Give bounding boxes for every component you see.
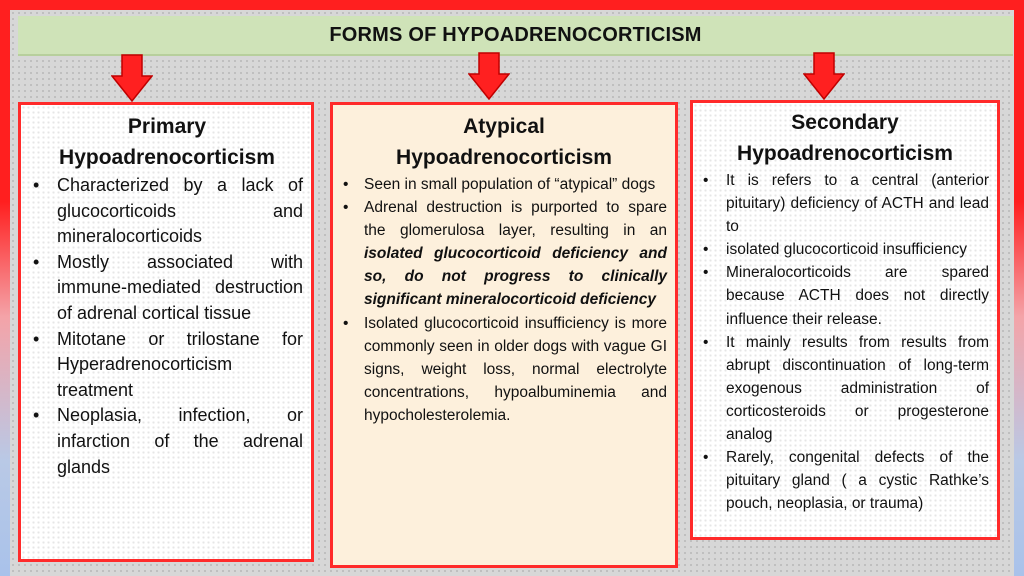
primary-box: [18, 102, 314, 562]
list-item: • Mineralocorticoids are spared because ACTH does not directly influence their release.: [701, 261, 989, 330]
emphasis-text: isolated glucocorticoid deficiency and so, do not progress to clinically significant mineralocorticoid deficiency: [364, 245, 667, 309]
atypical-heading: [341, 111, 667, 173]
secondary-heading: [701, 107, 989, 169]
secondary-box: [690, 100, 1000, 540]
secondary-heading-line1: Secondary: [791, 111, 899, 134]
list-item: • Neoplasia, infection, or infarction of the adrenal glands: [31, 403, 303, 480]
list-item: [341, 196, 667, 311]
secondary-heading-line2: Hypoadrenocorticism: [737, 142, 953, 165]
list-item: • It mainly results from results from abrupt discontinuation of long-term exogenous administration of corticosteroids or progesterone analog: [701, 331, 989, 446]
primary-heading-line1: Primary: [127, 115, 207, 138]
secondary-list: [701, 169, 989, 515]
atypical-heading-line2: Hypoadrenocorticism: [396, 146, 612, 169]
list-item: • Mostly associated with immune-mediated destruction of adrenal cortical tissue: [31, 250, 303, 327]
list-item: • Characterized by a lack of glucocorticoids and mineralocorticoids: [31, 173, 303, 250]
list-item: • Isolated glucocorticoid insufficiency is more commonly seen in older dogs with vague GI signs, weight loss, normal electrolyte concentrations, hypoalbuminemia and hypocholesterolemia.: [341, 312, 667, 427]
list-item: • isolated glucocorticoid insufficiency: [701, 238, 989, 261]
title-banner: [18, 16, 1013, 56]
list-item: • Mitotane or trilostane for Hyperadrenocorticism treatment: [31, 327, 303, 404]
atypical-heading-line1: Atypical: [463, 115, 545, 138]
atypical-box: [330, 102, 678, 568]
primary-list: [31, 173, 303, 480]
list-item: • It is refers to a central (anterior pituitary) deficiency of ACTH and lead to: [701, 169, 989, 238]
down-arrow-icon-center: [468, 52, 510, 100]
primary-heading-line2: Hypoadrenocorticism: [59, 146, 275, 169]
list-item: • Rarely, congenital defects of the pituitary gland ( a cystic Rathke’s pouch, neoplasia, or trauma): [701, 446, 989, 515]
atypical-list: [341, 173, 667, 427]
primary-heading: [31, 111, 303, 173]
down-arrow-icon-left: [111, 54, 153, 102]
bullet-text: Adrenal destruction is purported to spare the glomerulosa layer, resulting in an: [364, 199, 667, 240]
page-title: FORMS OF HYPOADRENOCORTICISM: [329, 23, 702, 46]
down-arrow-icon-right: [803, 52, 845, 100]
list-item: • Seen in small population of “atypical” dogs: [341, 173, 667, 196]
